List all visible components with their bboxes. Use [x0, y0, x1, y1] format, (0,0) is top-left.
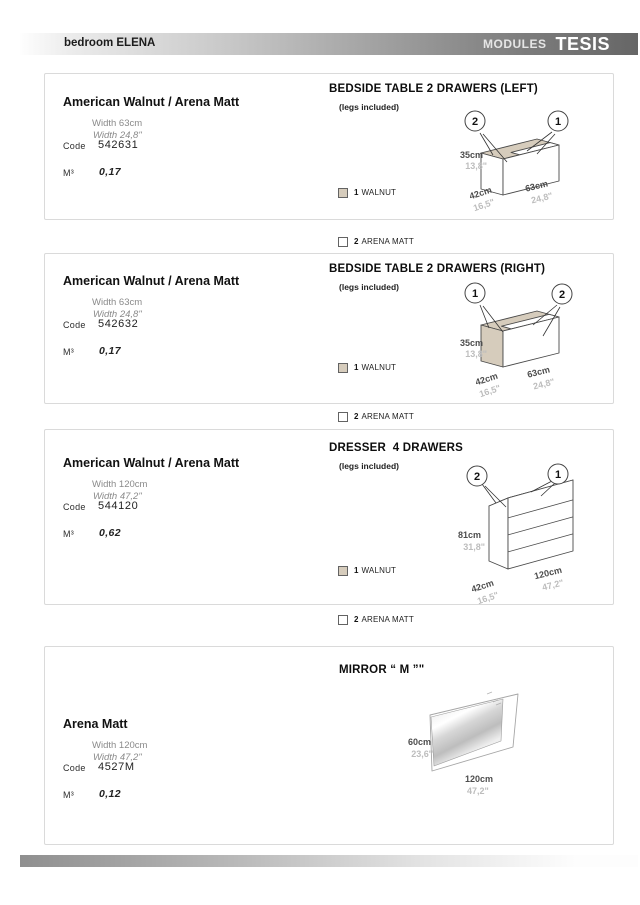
finish-title: American Walnut / Arena Matt [63, 274, 240, 288]
dim-width-cm: 63cm [524, 178, 549, 194]
arena-swatch [338, 412, 348, 422]
page-title: bedroom ELENA [64, 37, 156, 49]
callout-number: 2 [471, 116, 479, 128]
volume-value: 0,12 [99, 788, 122, 800]
product-subtitle: (legs included) [339, 102, 399, 112]
product-card-mirror [44, 646, 614, 845]
product-card-bedside-left [44, 73, 614, 246]
callout-number: 2 [558, 289, 566, 301]
volume-value: 0,17 [99, 345, 122, 357]
code-label: Code [63, 320, 86, 330]
callout-circles [467, 464, 568, 486]
width-in: Width 47,2" [93, 491, 142, 502]
code-label: Code [63, 502, 86, 512]
dim-depth-cm: 42cm [468, 184, 494, 202]
walnut-swatch [338, 188, 348, 198]
width-cm: Width 63cm [92, 297, 143, 308]
dim-width-in: 47,2" [467, 786, 489, 796]
dim-width-in: 47,2" [541, 577, 565, 593]
callout-number: 1 [471, 288, 479, 300]
dim-height-in: 23,6'' [411, 749, 433, 759]
code-label: Code [63, 141, 86, 151]
dresser-diagram [436, 456, 611, 588]
finish-title: American Walnut / Arena Matt [63, 456, 240, 470]
mirror-diagram [421, 689, 531, 784]
legend-label: WALNUT [361, 188, 397, 197]
callout-number: 1 [554, 116, 562, 128]
volume-value: 0,17 [99, 166, 122, 178]
legend-num: 1 [354, 566, 359, 575]
dim-depth-in: 16,5" [477, 382, 502, 400]
dim-depth-cm: 42cm [470, 577, 496, 595]
dim-height-cm: 35cm [459, 338, 483, 348]
product-title: BEDSIDE TABLE 2 DRAWERS (LEFT) [329, 83, 538, 95]
dim-width-cm: 120cm [465, 774, 494, 784]
legend-num: 2 [354, 237, 359, 246]
arena-swatch [338, 237, 348, 247]
dim-width-cm: 120cm [533, 564, 563, 582]
legend-num: 2 [354, 412, 359, 421]
side-face [481, 325, 503, 367]
dim-depth-cm: 42cm [474, 370, 500, 388]
legend-label: ARENA MATT [361, 412, 414, 421]
legend-item-arena [338, 235, 458, 248]
dim-width-in: 24,8" [532, 376, 556, 392]
dim-width-cm: 63cm [526, 364, 551, 380]
code-label: Code [63, 763, 86, 773]
dim-height-in: 13,8" [465, 349, 487, 359]
dim-height-cm: 60cm [407, 737, 431, 747]
dim-depth-in: 16,5" [471, 196, 496, 214]
header-bar [20, 33, 638, 55]
modules-label: MODULES [482, 37, 547, 51]
legend-num: 1 [354, 363, 359, 372]
dim-height-cm: 81cm [457, 530, 481, 540]
finish-title: Arena Matt [63, 717, 128, 731]
product-subtitle: (legs included) [339, 461, 399, 471]
width-in: Width 24,8" [93, 309, 142, 320]
dim-width-in: 24,8" [530, 190, 554, 206]
code-value: 542631 [98, 139, 139, 151]
callout-circles [465, 111, 568, 131]
callout-number: 1 [554, 469, 562, 481]
front-face [508, 480, 573, 569]
finish-title: American Walnut / Arena Matt [63, 95, 240, 109]
code-value: 4527M [98, 761, 135, 773]
arena-swatch [338, 615, 348, 625]
volume-label: M³ [63, 347, 75, 357]
code-value: 542632 [98, 318, 139, 330]
legend-label: WALNUT [361, 363, 397, 372]
product-title: BEDSIDE TABLE 2 DRAWERS (RIGHT) [329, 263, 546, 275]
dim-depth-in: 16,5" [475, 589, 500, 607]
dim-height-in: 13,8" [465, 161, 487, 171]
legend-num: 2 [354, 615, 359, 624]
volume-value: 0,62 [99, 527, 122, 539]
legend-label: WALNUT [361, 566, 397, 575]
dim-height-cm: 35cm [459, 150, 483, 160]
side-face [489, 498, 508, 569]
width-cm: Width 63cm [92, 118, 143, 129]
product-card-dresser [44, 429, 614, 624]
callout-circles [465, 283, 572, 304]
volume-label: M³ [63, 790, 75, 800]
width-in: Width 47,2" [93, 752, 142, 763]
product-title: DRESSER 4 DRAWERS [329, 442, 463, 454]
footer-bar [20, 855, 638, 867]
width-in: Width 24,8" [93, 130, 142, 141]
volume-label: M³ [63, 529, 75, 539]
walnut-swatch [338, 363, 348, 373]
legend-item-arena [338, 410, 458, 423]
legend-item-arena [338, 613, 458, 626]
callout-number: 2 [473, 471, 481, 483]
header-right [483, 33, 610, 55]
product-card-bedside-right [44, 253, 614, 421]
width-cm: Width 120cm [92, 740, 148, 751]
bedside-right-diagram [429, 273, 604, 388]
walnut-swatch [338, 566, 348, 576]
hanger-mark [487, 692, 492, 694]
width-cm: Width 120cm [92, 479, 148, 490]
legend-label: ARENA MATT [361, 615, 414, 624]
volume-label: M³ [63, 168, 75, 178]
legend-num: 1 [354, 188, 359, 197]
code-value: 544120 [98, 500, 139, 512]
brand-label: TESIS [555, 33, 610, 54]
product-subtitle: (legs included) [339, 282, 399, 292]
product-title: MIRROR “ M ”" [339, 664, 425, 676]
legend-label: ARENA MATT [361, 237, 414, 246]
dim-height-in: 31,8" [463, 542, 485, 552]
